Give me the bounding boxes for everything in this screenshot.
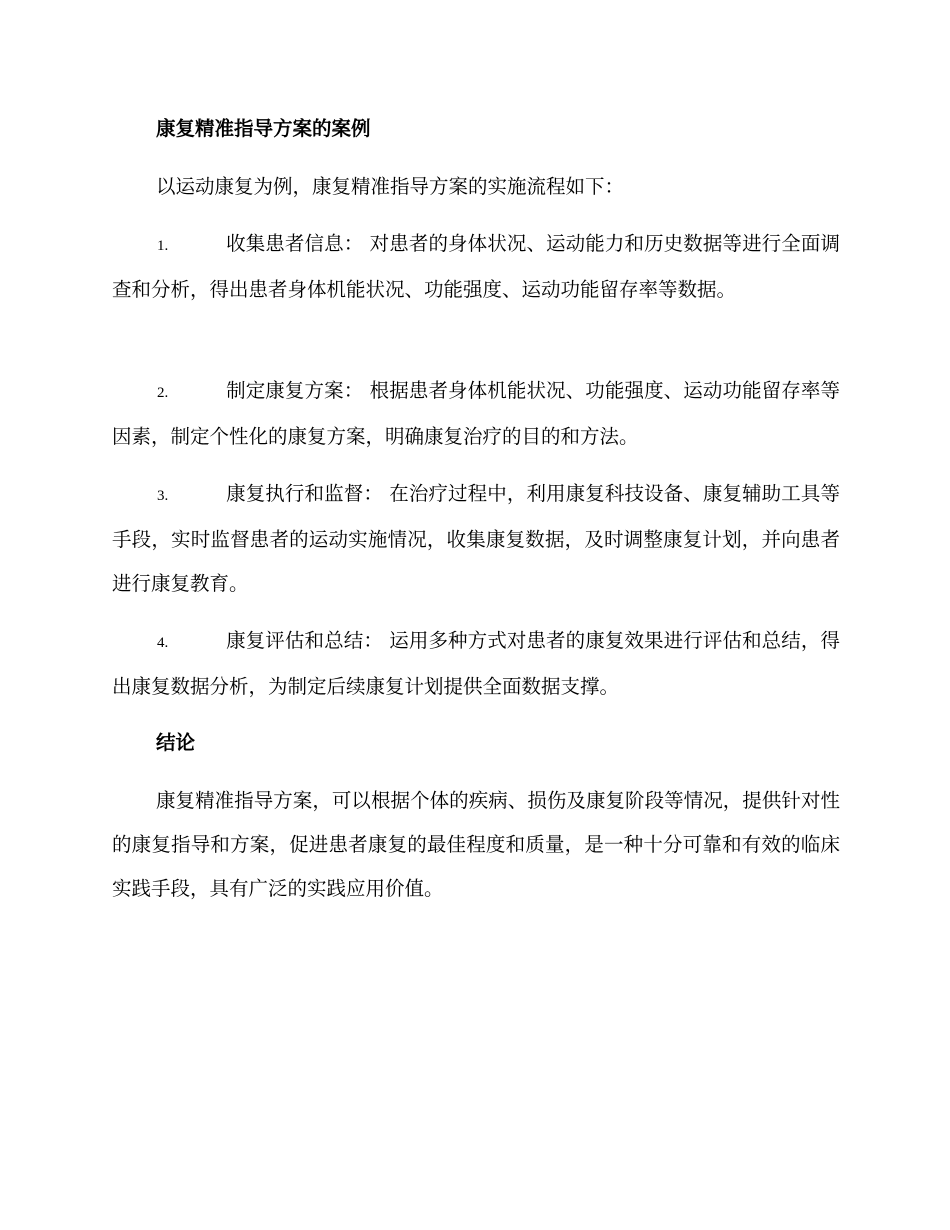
list-item-text: 运用多种方式对患者的康复效果进行评估和总结，得出康复数据分析，为制定后续康复计划提供全面数据支撑。 bbox=[112, 629, 840, 698]
conclusion-paragraph: 康复精准指导方案，可以根据个体的疾病、损伤及康复阶段等情况，提供针对性的康复指导和方案，促进患者康复的最佳程度和质量，是一种十分可靠和有效的临床实践手段，具有广泛的实践应用价值。 bbox=[112, 789, 840, 900]
list-number: 2. bbox=[157, 385, 169, 401]
list-item-text: 在治疗过程中，利用康复科技设备、康复辅助工具等手段，实时监督患者的运动实施情况，收集康复数据，及时调整康复计划，并向患者进行康复教育。 bbox=[112, 482, 840, 595]
list-item-title: 收集患者信息： bbox=[226, 232, 364, 255]
list-item-title: 康复评估和总结： bbox=[226, 629, 383, 652]
list-number: 1. bbox=[157, 238, 169, 254]
list-item bbox=[112, 222, 840, 312]
list-number: 4. bbox=[157, 635, 169, 651]
section-heading-conclusion: 结论 bbox=[156, 731, 196, 754]
intro-paragraph: 以运动康复为例，康复精准指导方案的实施流程如下： bbox=[156, 175, 625, 198]
list-item-text: 根据患者身体机能状况、功能强度、运动功能留存率等因素，制定个性化的康复方案，明确康复治疗的目的和方法。 bbox=[112, 379, 840, 448]
list-number: 3. bbox=[157, 488, 169, 504]
list-item-text: 对患者的身体状况、运动能力和历史数据等进行全面调查和分析，得出患者身体机能状况、功能强度、运动功能留存率等数据。 bbox=[112, 232, 840, 301]
list-item bbox=[112, 619, 840, 709]
list-item-title: 制定康复方案： bbox=[226, 379, 364, 402]
section-heading-case: 康复精准指导方案的案例 bbox=[156, 117, 371, 140]
list-item-title: 康复执行和监督： bbox=[226, 482, 383, 505]
list-item bbox=[112, 472, 840, 606]
list-item bbox=[112, 369, 840, 459]
